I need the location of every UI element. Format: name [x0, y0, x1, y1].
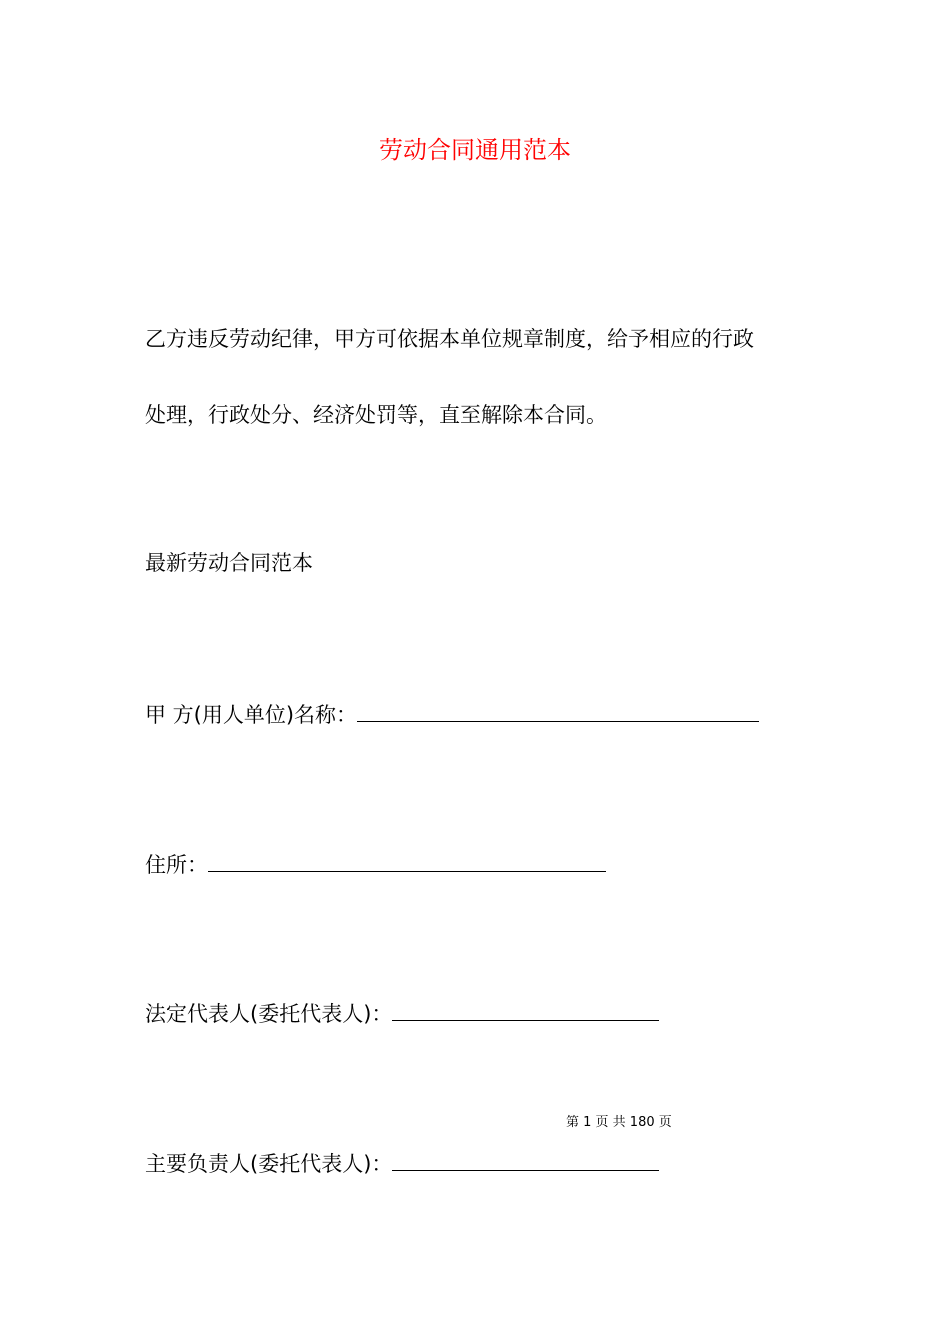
- field-address: [145, 849, 606, 879]
- fill-in-blank: [208, 849, 606, 872]
- field-label: 主要负责人(委托代表人)：: [145, 1152, 393, 1176]
- field-principal-person: [145, 1148, 659, 1178]
- paragraph-line: 处理，行政处分、经济处罚等，直至解除本合同。: [145, 403, 607, 427]
- page-number: 第 1 页 共 180 页: [566, 1115, 672, 1130]
- field-party-a-name: [145, 699, 759, 729]
- field-label: 住所：: [145, 853, 208, 877]
- field-label: 法定代表人(委托代表人)：: [145, 1002, 393, 1026]
- section-heading: 最新劳动合同范本: [145, 551, 313, 575]
- field-legal-representative: [145, 998, 659, 1028]
- document-title: 劳动合同通用范本: [379, 136, 571, 164]
- field-label: 甲 方(用人单位)名称：: [145, 703, 358, 727]
- paragraph-line: 乙方违反劳动纪律，甲方可依据本单位规章制度，给予相应的行政: [145, 327, 754, 351]
- fill-in-blank: [392, 1148, 659, 1171]
- fill-in-blank: [392, 998, 659, 1021]
- fill-in-blank: [357, 699, 759, 722]
